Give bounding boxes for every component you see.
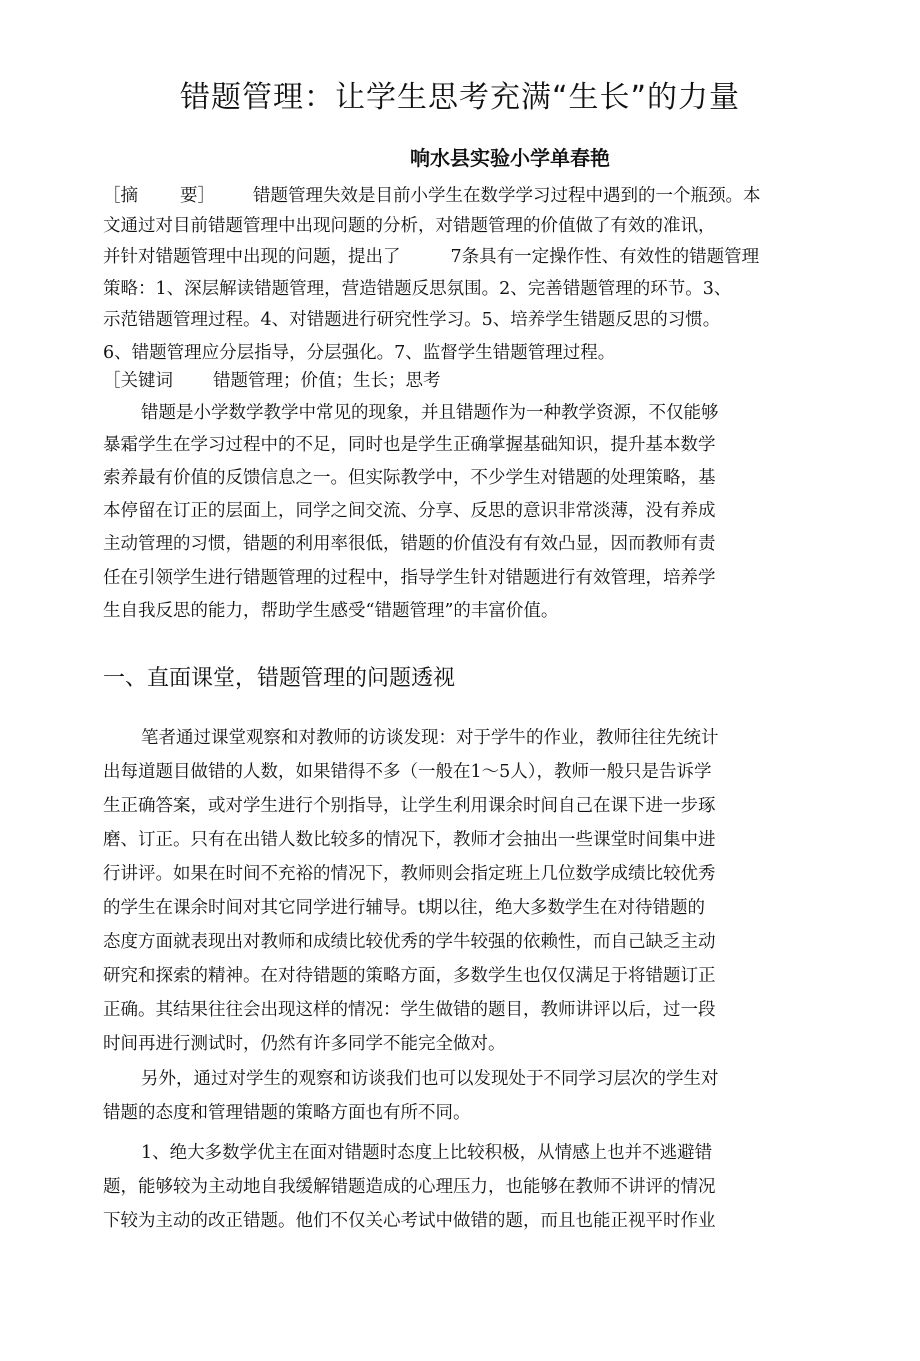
abstract-text: 并针对错题管理中出现的问题，提出了: [103, 247, 401, 267]
paragraph-line: 笔者通过课堂观察和对教师的访谈发现：对于学牛的作业，教师往往先统计: [141, 728, 719, 748]
abstract-line: 文通过对目前错题管理中出现问题的分析，对错题管理的价值做了有效的准讯，: [103, 216, 716, 236]
paragraph-line: 本停留在订正的层面上，同学之间交流、分享、反思的意识非常淡薄，没有养成: [103, 501, 716, 521]
paragraph-line: 题，能够较为主动地自我缓解错题造成的心理压力，也能够在教师不讲评的情况: [103, 1177, 716, 1197]
abstract-line: [103, 183, 823, 209]
abstract-text: 错题管理失效是目前小学生在数学学习过程中遇到的一个瓶颈。本: [253, 186, 761, 206]
paragraph-line: 主动管理的习惯，错题的利用率很低，错题的价值没有有效凸显，因而教师有责: [103, 534, 716, 554]
abstract-line: [103, 244, 823, 270]
paragraph-line: 另外，通过对学生的观察和访谈我们也可以发现处于不同学习层次的学生对: [141, 1069, 719, 1089]
section-heading: 一、直面课堂，错题管理的问题透视: [103, 666, 456, 691]
abstract-line: 示范错题管理过程。4、对错题进行研究性学习。5、培养学生错题反思的习惯。: [103, 310, 721, 330]
paragraph-line: 正确。其结果往往会出现这样的情况：学生做错的题目，教师讲评以后，过一段: [103, 1000, 716, 1020]
page-title: 错题管理：让学生思考充满“生长”的力量: [179, 80, 741, 115]
paragraph-line: 暴霜学生在学习过程中的不足，同时也是学生正确掌握基础知识，提升基本数学: [103, 435, 716, 455]
paragraph-line: 生正确答案，或对学生进行个别指导，让学生利用课余时间自己在课下进一步琢: [103, 796, 716, 816]
paragraph-line: 错题的态度和管理错题的策略方面也有所不同。: [103, 1103, 471, 1123]
author-line: 响水县实验小学单春艳: [410, 146, 610, 170]
paragraph-line: 出每道题目做错的人数，如果错得不多（一般在1〜5人），教师一般只是告诉学: [103, 762, 712, 782]
paragraph-line: 研究和探索的精神。在对待错题的策略方面，多数学生也仅仅满足于将错题订正: [103, 966, 716, 986]
abstract-line: 策略：1、深层解读错题管理，营造错题反思氛围。2、完善错题管理的环节。3、: [103, 279, 732, 299]
paragraph-line: 1、绝大多数学优主在面对错题时态度上比较积极，从情感上也并不逃避错: [141, 1143, 713, 1163]
paragraph-line: 态度方面就表现出对教师和成绩比较优秀的学牛较强的依赖性，而自己缺乏主动: [103, 932, 716, 952]
paragraph-line: 任在引领学生进行错题管理的过程中，指导学生针对错题进行有效管理，培养学: [103, 568, 716, 588]
keywords-text: 错题管理；价值；生长；思考: [213, 371, 441, 391]
paragraph-line: 生自我反思的能力，帮助学生感受“错题管理”的丰富价值。: [103, 601, 559, 621]
paragraph-line: 时间再进行测试时，仍然有许多同学不能完全做对。: [103, 1034, 506, 1054]
paragraph-line: 索养最有价值的反馈信息之一。但实际教学中，不少学生对错题的处理策略，基: [103, 468, 716, 488]
abstract-label-open: ［摘: [103, 186, 138, 206]
paragraph-line: 磨、订正。只有在出错人数比较多的情况下，教师才会抽出一些课堂时间集中进: [103, 830, 716, 850]
abstract-line: 6、错题管理应分层指导，分层强化。7、监督学生错题管理过程。: [103, 343, 616, 363]
paragraph-line: 的学生在课余时间对其它同学进行辅导。t期以往，绝大多数学生在对待错题的: [103, 898, 706, 918]
abstract-text: 7条具有一定操作性、有效性的错题管理: [450, 247, 760, 267]
paragraph-line: 行讲评。如果在时间不充裕的情况下，教师则会指定班上几位数学成绩比较优秀: [103, 864, 716, 884]
keywords-label: ［关键词: [103, 371, 173, 391]
keywords-line: [103, 368, 823, 394]
abstract-label-close: 要］: [180, 186, 215, 206]
paragraph-line: 下较为主动的改正错题。他们不仅关心考试中做错的题，而且也能正视平时作业: [103, 1211, 716, 1231]
paragraph-line: 错题是小学数学教学中常见的现象，并且错题作为一种教学资源，不仅能够: [141, 403, 719, 423]
